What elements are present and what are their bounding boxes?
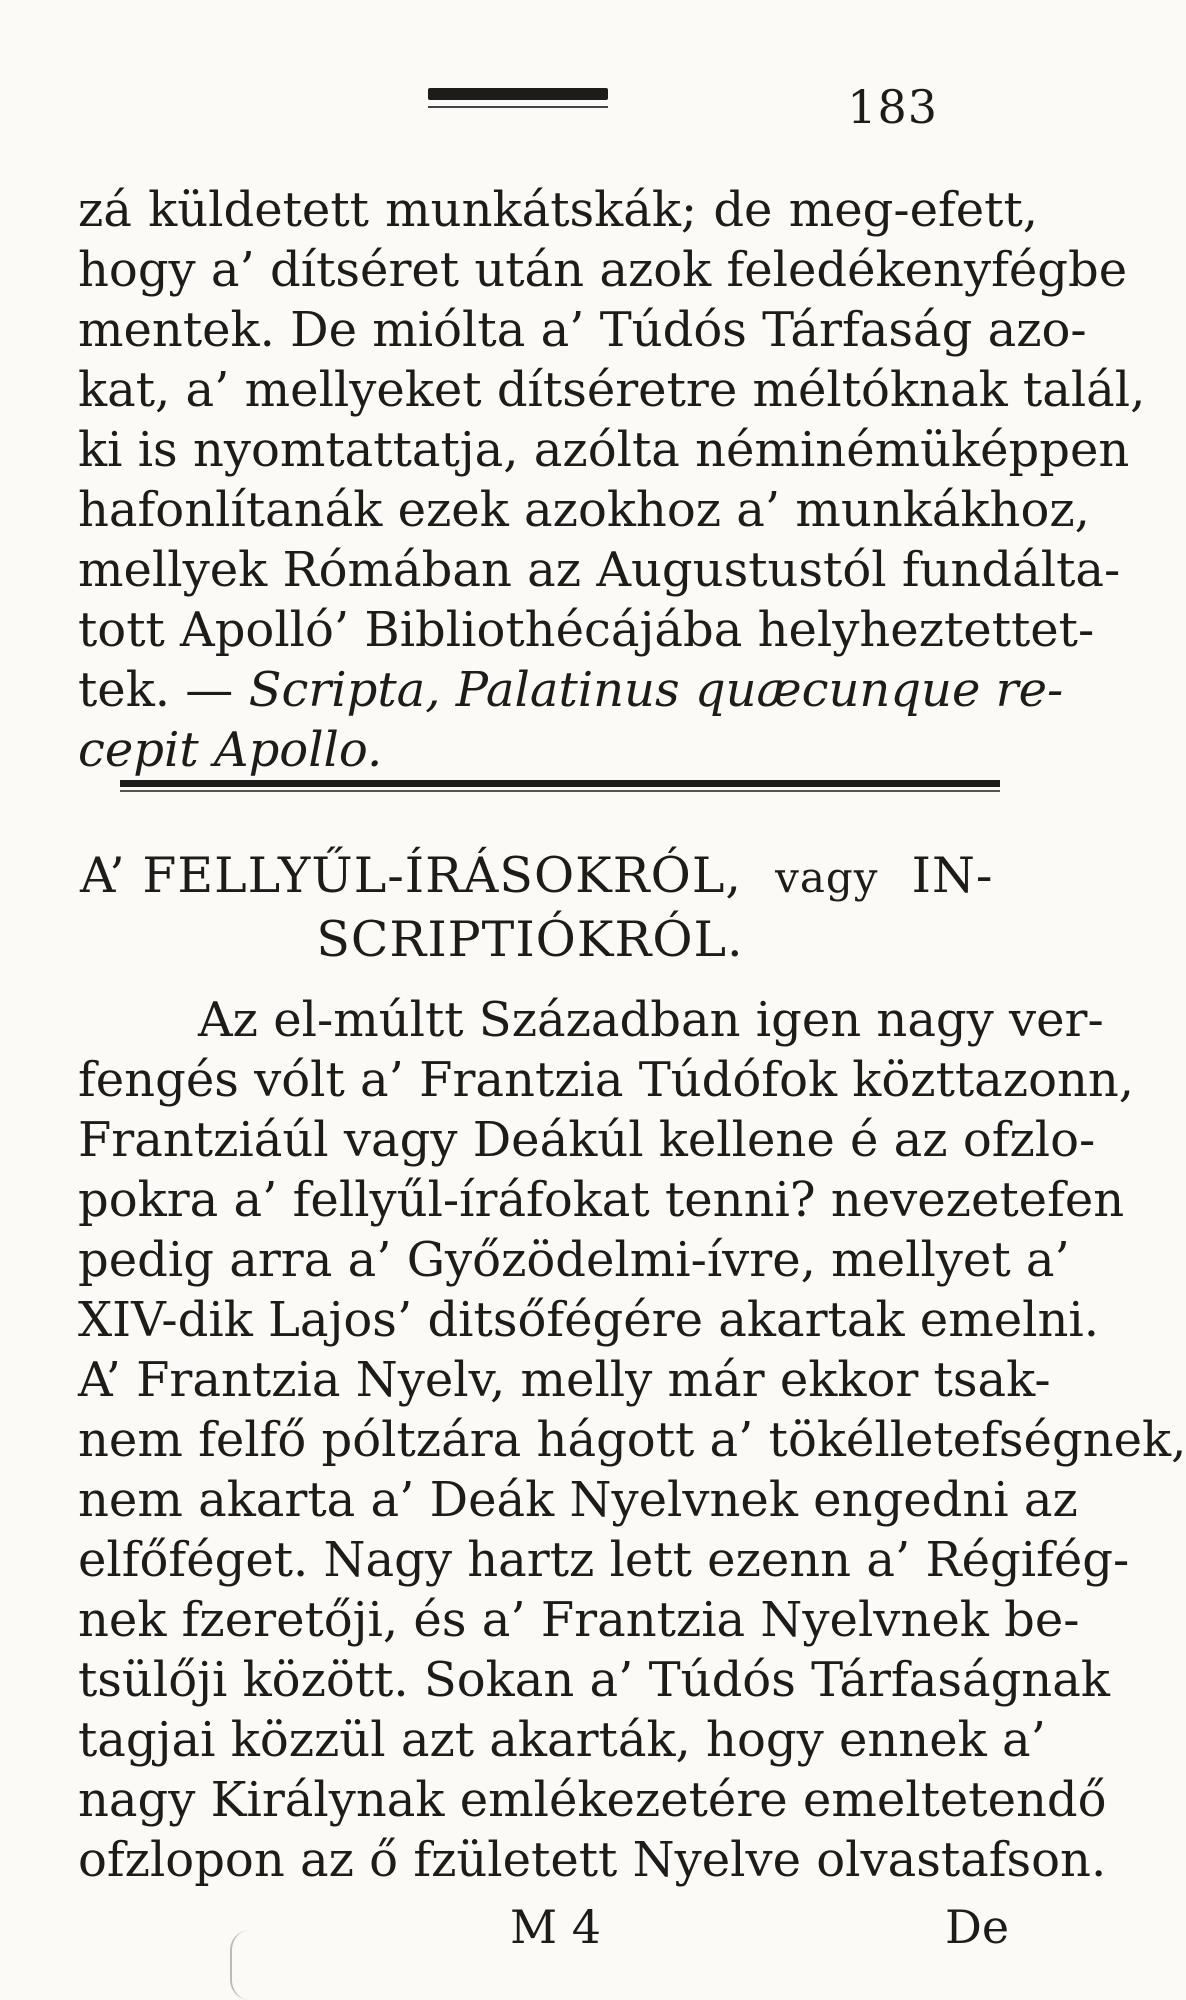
text-line: pedig arra a’ Győzödelmi-ívre, mellyet a’	[78, 1232, 1070, 1288]
section-heading	[80, 845, 1040, 971]
heading-main: A’ FELLYŰL-ÍRÁSOKRÓL,	[80, 847, 742, 904]
latin-quote: Scripta, Palatinus quæcunque re-	[248, 662, 1064, 718]
text-line: tsülőji között. Sokan a’ Túdós Tárfaságnak	[78, 1652, 1110, 1708]
margin-stain	[230, 1930, 272, 2000]
catchword: De	[945, 1900, 1010, 1954]
paragraph-1	[78, 180, 1146, 780]
text-line-mixed	[78, 660, 1064, 720]
text-line: zá küldetett munkátskák; de meg-efett,	[78, 182, 1038, 238]
text-line: hogy a’ dítséret után azok feledékenyfégbe	[78, 242, 1128, 298]
heading-vagy: vagy	[775, 853, 879, 902]
text-line: Frantziáúl vagy Deákúl kellene é az ofzlo-	[78, 1112, 1096, 1168]
text-line: Az el-múltt Században igen nagy ver-	[198, 992, 1104, 1048]
text-line: fengés vólt a’ Frantzia Túdófok közttazonn,	[78, 1052, 1135, 1108]
text-line: nem felfő póltzára hágott a’ tökélletefségnek,	[78, 1412, 1186, 1468]
section-divider-thin	[120, 790, 1000, 792]
text-line: hafonlítanák ezek azokhoz a’ munkákhoz,	[78, 482, 1090, 538]
text-line: nagy Királynak emlékezetére emeltetendő	[78, 1772, 1107, 1828]
text-line: kat, a’ mellyeket dítséretre méltóknak talál,	[78, 362, 1146, 418]
heading-end: IN-	[911, 847, 994, 904]
header-ornament-rule-thin	[428, 106, 608, 108]
latin-quote-end: cepit Apollo.	[78, 722, 383, 778]
printer-signature-mark: M 4	[510, 1900, 601, 1954]
text-line: tott Apolló’ Bibliothécájába helyheztettet-	[78, 602, 1095, 658]
text-line: elfőféget. Nagy hartz lett ezenn a’ Régifég-	[78, 1532, 1130, 1588]
text-line: A’ Frantzia Nyelv, melly már ekkor tsak-	[78, 1352, 1051, 1408]
paragraph-2	[78, 990, 1186, 1890]
text-line: nem akarta a’ Deák Nyelvnek engedni az	[78, 1472, 1078, 1528]
text-line: tagjai közzül azt akarták, hogy ennek a’	[78, 1712, 1046, 1768]
heading-line-2: SCRIPTIÓKRÓL.	[316, 911, 744, 968]
text-roman: tek. —	[78, 662, 249, 718]
text-line: ofzlopon az ő fzületett Nyelve olvastafson.	[78, 1832, 1107, 1888]
text-line: pokra a’ fellyűl-íráfokat tenni? nevezetefen	[78, 1172, 1125, 1228]
text-line: mellyek Rómában az Augustustól fundálta-	[78, 542, 1121, 598]
text-line: nek fzeretőji, és a’ Frantzia Nyelvnek be-	[78, 1592, 1080, 1648]
page-number: 183	[847, 80, 938, 134]
text-line: XIV-dik Lajos’ ditsőfégére akartak emelni.	[78, 1292, 1099, 1348]
heading-line-1	[80, 845, 1040, 909]
header-ornament-rule	[428, 88, 608, 100]
text-line: ki is nyomtattatja, azólta néminémüképpen	[78, 422, 1130, 478]
text-line: mentek. De miólta a’ Túdós Tárfaság azo-	[78, 302, 1087, 358]
section-divider	[120, 780, 1000, 787]
